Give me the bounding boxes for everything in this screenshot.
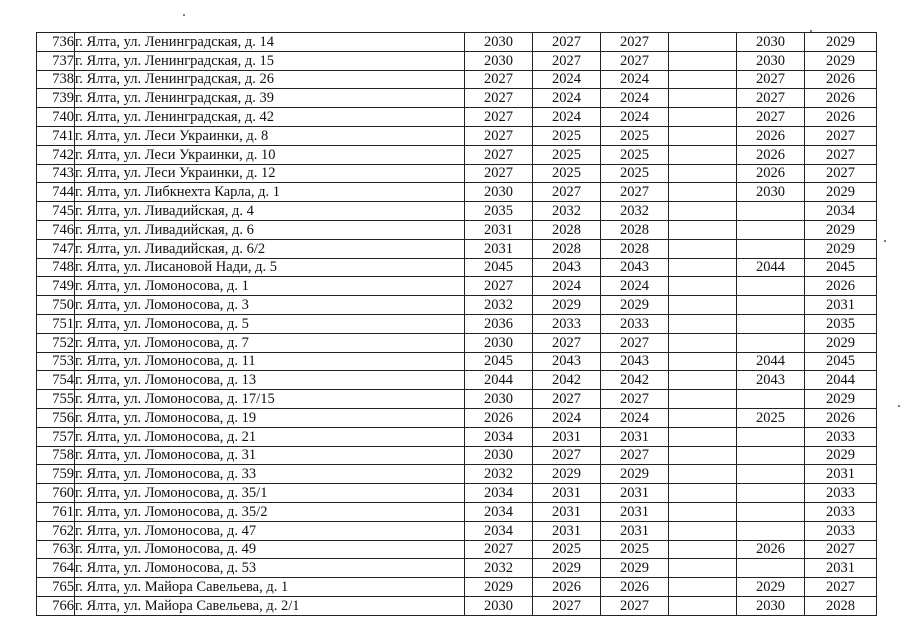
year-cell-6: 2026 xyxy=(805,408,877,427)
year-cell-2: 2028 xyxy=(533,239,601,258)
year-cell-1: 2035 xyxy=(465,202,533,221)
year-cell-1: 2027 xyxy=(465,108,533,127)
year-cell-1: 2026 xyxy=(465,408,533,427)
address-cell: г. Ялта, ул. Ливадийская, д. 6 xyxy=(75,220,465,239)
address-cell: г. Ялта, ул. Ломоносова, д. 33 xyxy=(75,465,465,484)
year-cell-2: 2033 xyxy=(533,314,601,333)
year-cell-4 xyxy=(669,126,737,145)
year-cell-6: 2029 xyxy=(805,390,877,409)
year-cell-2: 2029 xyxy=(533,296,601,315)
year-cell-6: 2035 xyxy=(805,314,877,333)
year-cell-6: 2029 xyxy=(805,51,877,70)
scan-speck xyxy=(898,405,900,407)
year-cell-6: 2029 xyxy=(805,33,877,52)
year-cell-1: 2030 xyxy=(465,51,533,70)
year-cell-5: 2026 xyxy=(737,145,805,164)
year-cell-1: 2044 xyxy=(465,371,533,390)
year-cell-5 xyxy=(737,333,805,352)
year-cell-3: 2029 xyxy=(601,465,669,484)
year-cell-1: 2027 xyxy=(465,164,533,183)
year-cell-6: 2029 xyxy=(805,333,877,352)
year-cell-4 xyxy=(669,390,737,409)
year-cell-4 xyxy=(669,333,737,352)
year-cell-2: 2027 xyxy=(533,333,601,352)
table-row xyxy=(37,108,877,127)
table-row xyxy=(37,371,877,390)
address-cell: г. Ялта, ул. Ломоносова, д. 3 xyxy=(75,296,465,315)
row-number: 748 xyxy=(37,258,75,277)
address-cell: г. Ялта, ул. Ломоносова, д. 5 xyxy=(75,314,465,333)
year-cell-1: 2030 xyxy=(465,390,533,409)
year-cell-6: 2034 xyxy=(805,202,877,221)
year-cell-3: 2027 xyxy=(601,596,669,615)
year-cell-6: 2026 xyxy=(805,108,877,127)
address-cell: г. Ялта, ул. Ломоносова, д. 13 xyxy=(75,371,465,390)
year-cell-4 xyxy=(669,446,737,465)
row-number: 747 xyxy=(37,239,75,258)
table-row xyxy=(37,145,877,164)
year-cell-4 xyxy=(669,183,737,202)
address-cell: г. Ялта, ул. Ломоносова, д. 31 xyxy=(75,446,465,465)
year-cell-3: 2027 xyxy=(601,333,669,352)
year-cell-5 xyxy=(737,465,805,484)
table-row xyxy=(37,239,877,258)
year-cell-6: 2027 xyxy=(805,578,877,597)
address-cell: г. Ялта, ул. Ломоносова, д. 49 xyxy=(75,540,465,559)
year-cell-4 xyxy=(669,578,737,597)
year-cell-5: 2027 xyxy=(737,89,805,108)
year-cell-1: 2034 xyxy=(465,484,533,503)
year-cell-2: 2028 xyxy=(533,220,601,239)
table-row xyxy=(37,296,877,315)
year-cell-3: 2025 xyxy=(601,126,669,145)
row-number: 742 xyxy=(37,145,75,164)
year-cell-1: 2032 xyxy=(465,559,533,578)
row-number: 750 xyxy=(37,296,75,315)
row-number: 756 xyxy=(37,408,75,427)
year-cell-3: 2031 xyxy=(601,521,669,540)
row-number: 754 xyxy=(37,371,75,390)
year-cell-6: 2031 xyxy=(805,559,877,578)
row-number: 755 xyxy=(37,390,75,409)
year-cell-2: 2027 xyxy=(533,51,601,70)
year-cell-4 xyxy=(669,70,737,89)
table-row xyxy=(37,465,877,484)
table-row xyxy=(37,408,877,427)
year-cell-4 xyxy=(669,540,737,559)
year-cell-4 xyxy=(669,164,737,183)
row-number: 739 xyxy=(37,89,75,108)
year-cell-5 xyxy=(737,427,805,446)
address-cell: г. Ялта, ул. Ломоносова, д. 17/15 xyxy=(75,390,465,409)
year-cell-2: 2024 xyxy=(533,408,601,427)
row-number: 765 xyxy=(37,578,75,597)
year-cell-5 xyxy=(737,220,805,239)
year-cell-5 xyxy=(737,502,805,521)
table-row xyxy=(37,183,877,202)
year-cell-3: 2024 xyxy=(601,108,669,127)
year-cell-3: 2026 xyxy=(601,578,669,597)
address-cell: г. Ялта, ул. Ливадийская, д. 4 xyxy=(75,202,465,221)
year-cell-1: 2030 xyxy=(465,596,533,615)
row-number: 740 xyxy=(37,108,75,127)
year-cell-1: 2031 xyxy=(465,220,533,239)
year-cell-6: 2027 xyxy=(805,126,877,145)
table-row xyxy=(37,70,877,89)
address-cell: г. Ялта, ул. Ломоносова, д. 35/1 xyxy=(75,484,465,503)
year-cell-1: 2045 xyxy=(465,258,533,277)
year-cell-6: 2033 xyxy=(805,484,877,503)
table-row xyxy=(37,352,877,371)
year-cell-5 xyxy=(737,390,805,409)
year-cell-1: 2030 xyxy=(465,333,533,352)
row-number: 746 xyxy=(37,220,75,239)
year-cell-6: 2033 xyxy=(805,521,877,540)
year-cell-2: 2027 xyxy=(533,390,601,409)
year-cell-4 xyxy=(669,220,737,239)
year-cell-2: 2025 xyxy=(533,145,601,164)
table-row xyxy=(37,89,877,108)
year-cell-6: 2029 xyxy=(805,239,877,258)
table-row xyxy=(37,427,877,446)
year-cell-1: 2027 xyxy=(465,540,533,559)
year-cell-4 xyxy=(669,108,737,127)
address-cell: г. Ялта, ул. Майора Савельева, д. 1 xyxy=(75,578,465,597)
year-cell-5: 2044 xyxy=(737,258,805,277)
year-cell-3: 2032 xyxy=(601,202,669,221)
address-cell: г. Ялта, ул. Ленинградская, д. 26 xyxy=(75,70,465,89)
year-cell-2: 2025 xyxy=(533,164,601,183)
year-cell-5: 2030 xyxy=(737,51,805,70)
year-cell-3: 2028 xyxy=(601,239,669,258)
year-cell-4 xyxy=(669,484,737,503)
year-cell-5 xyxy=(737,296,805,315)
address-cell: г. Ялта, ул. Ломоносова, д. 7 xyxy=(75,333,465,352)
table-row xyxy=(37,51,877,70)
row-number: 745 xyxy=(37,202,75,221)
year-cell-2: 2031 xyxy=(533,502,601,521)
year-cell-5: 2026 xyxy=(737,126,805,145)
year-cell-6: 2033 xyxy=(805,502,877,521)
year-cell-3: 2043 xyxy=(601,352,669,371)
year-cell-6: 2031 xyxy=(805,296,877,315)
year-cell-4 xyxy=(669,596,737,615)
year-cell-5: 2029 xyxy=(737,578,805,597)
year-cell-6: 2045 xyxy=(805,352,877,371)
year-cell-1: 2030 xyxy=(465,183,533,202)
year-cell-2: 2032 xyxy=(533,202,601,221)
year-cell-1: 2036 xyxy=(465,314,533,333)
year-cell-2: 2042 xyxy=(533,371,601,390)
table-row xyxy=(37,33,877,52)
year-cell-5 xyxy=(737,277,805,296)
table-row xyxy=(37,314,877,333)
year-cell-5: 2026 xyxy=(737,540,805,559)
row-number: 757 xyxy=(37,427,75,446)
year-cell-4 xyxy=(669,51,737,70)
table-row xyxy=(37,502,877,521)
year-cell-3: 2031 xyxy=(601,502,669,521)
row-number: 762 xyxy=(37,521,75,540)
address-cell: г. Ялта, ул. Леси Украинки, д. 8 xyxy=(75,126,465,145)
year-cell-6: 2029 xyxy=(805,446,877,465)
address-cell: г. Ялта, ул. Ломоносова, д. 1 xyxy=(75,277,465,296)
year-cell-6: 2026 xyxy=(805,89,877,108)
year-cell-1: 2027 xyxy=(465,145,533,164)
address-cell: г. Ялта, ул. Ленинградская, д. 42 xyxy=(75,108,465,127)
year-cell-2: 2031 xyxy=(533,427,601,446)
year-cell-6: 2027 xyxy=(805,164,877,183)
year-cell-2: 2025 xyxy=(533,540,601,559)
year-cell-2: 2026 xyxy=(533,578,601,597)
year-cell-4 xyxy=(669,145,737,164)
row-number: 766 xyxy=(37,596,75,615)
address-cell: г. Ялта, ул. Ломоносова, д. 19 xyxy=(75,408,465,427)
table-row xyxy=(37,540,877,559)
address-cell: г. Ялта, ул. Майора Савельева, д. 2/1 xyxy=(75,596,465,615)
year-cell-4 xyxy=(669,89,737,108)
address-cell: г. Ялта, ул. Ленинградская, д. 14 xyxy=(75,33,465,52)
year-cell-1: 2045 xyxy=(465,352,533,371)
year-cell-6: 2026 xyxy=(805,70,877,89)
address-cell: г. Ялта, ул. Ленинградская, д. 39 xyxy=(75,89,465,108)
year-cell-2: 2027 xyxy=(533,33,601,52)
table-row xyxy=(37,220,877,239)
year-cell-4 xyxy=(669,277,737,296)
year-cell-5: 2027 xyxy=(737,108,805,127)
address-cell: г. Ялта, ул. Лисановой Нади, д. 5 xyxy=(75,258,465,277)
table-row xyxy=(37,258,877,277)
year-cell-3: 2025 xyxy=(601,164,669,183)
year-cell-3: 2031 xyxy=(601,484,669,503)
year-cell-5: 2030 xyxy=(737,33,805,52)
table-row xyxy=(37,559,877,578)
year-cell-1: 2027 xyxy=(465,89,533,108)
year-cell-6: 2027 xyxy=(805,540,877,559)
table-row xyxy=(37,126,877,145)
year-cell-6: 2029 xyxy=(805,220,877,239)
year-cell-2: 2043 xyxy=(533,352,601,371)
address-cell: г. Ялта, ул. Ломоносова, д. 21 xyxy=(75,427,465,446)
year-cell-1: 2030 xyxy=(465,446,533,465)
year-cell-6: 2026 xyxy=(805,277,877,296)
year-cell-1: 2031 xyxy=(465,239,533,258)
table-row xyxy=(37,164,877,183)
year-cell-1: 2029 xyxy=(465,578,533,597)
year-cell-4 xyxy=(669,258,737,277)
table-row xyxy=(37,390,877,409)
row-number: 753 xyxy=(37,352,75,371)
year-cell-5: 2030 xyxy=(737,183,805,202)
year-cell-6: 2033 xyxy=(805,427,877,446)
year-cell-1: 2027 xyxy=(465,70,533,89)
year-cell-3: 2027 xyxy=(601,183,669,202)
year-cell-5 xyxy=(737,521,805,540)
table-row xyxy=(37,202,877,221)
row-number: 736 xyxy=(37,33,75,52)
address-cell: г. Ялта, ул. Леси Украинки, д. 10 xyxy=(75,145,465,164)
table-row xyxy=(37,596,877,615)
year-cell-6: 2044 xyxy=(805,371,877,390)
year-cell-2: 2024 xyxy=(533,277,601,296)
year-cell-1: 2034 xyxy=(465,502,533,521)
scan-speck xyxy=(810,30,812,32)
address-cell: г. Ялта, ул. Ломоносова, д. 47 xyxy=(75,521,465,540)
year-cell-5 xyxy=(737,239,805,258)
building-repair-schedule-table xyxy=(36,32,877,616)
row-number: 764 xyxy=(37,559,75,578)
row-number: 737 xyxy=(37,51,75,70)
year-cell-6: 2031 xyxy=(805,465,877,484)
address-cell: г. Ялта, ул. Ломоносова, д. 35/2 xyxy=(75,502,465,521)
year-cell-5 xyxy=(737,314,805,333)
year-cell-5: 2030 xyxy=(737,596,805,615)
row-number: 763 xyxy=(37,540,75,559)
year-cell-3: 2043 xyxy=(601,258,669,277)
year-cell-3: 2025 xyxy=(601,145,669,164)
row-number: 759 xyxy=(37,465,75,484)
year-cell-5: 2044 xyxy=(737,352,805,371)
row-number: 760 xyxy=(37,484,75,503)
year-cell-4 xyxy=(669,408,737,427)
year-cell-5 xyxy=(737,446,805,465)
year-cell-1: 2032 xyxy=(465,296,533,315)
row-number: 752 xyxy=(37,333,75,352)
year-cell-1: 2027 xyxy=(465,277,533,296)
year-cell-5: 2043 xyxy=(737,371,805,390)
year-cell-4 xyxy=(669,371,737,390)
row-number: 761 xyxy=(37,502,75,521)
year-cell-4 xyxy=(669,33,737,52)
year-cell-6: 2027 xyxy=(805,145,877,164)
year-cell-4 xyxy=(669,521,737,540)
year-cell-3: 2028 xyxy=(601,220,669,239)
row-number: 743 xyxy=(37,164,75,183)
year-cell-6: 2029 xyxy=(805,183,877,202)
year-cell-2: 2029 xyxy=(533,559,601,578)
address-cell: г. Ялта, ул. Ленинградская, д. 15 xyxy=(75,51,465,70)
year-cell-2: 2027 xyxy=(533,183,601,202)
year-cell-2: 2025 xyxy=(533,126,601,145)
year-cell-3: 2029 xyxy=(601,559,669,578)
year-cell-2: 2027 xyxy=(533,596,601,615)
year-cell-3: 2031 xyxy=(601,427,669,446)
year-cell-3: 2027 xyxy=(601,51,669,70)
year-cell-5: 2026 xyxy=(737,164,805,183)
table-row xyxy=(37,521,877,540)
year-cell-3: 2042 xyxy=(601,371,669,390)
year-cell-3: 2033 xyxy=(601,314,669,333)
year-cell-3: 2027 xyxy=(601,33,669,52)
year-cell-1: 2027 xyxy=(465,126,533,145)
row-number: 749 xyxy=(37,277,75,296)
year-cell-4 xyxy=(669,352,737,371)
address-cell: г. Ялта, ул. Ломоносова, д. 11 xyxy=(75,352,465,371)
year-cell-3: 2027 xyxy=(601,446,669,465)
year-cell-3: 2024 xyxy=(601,70,669,89)
year-cell-3: 2024 xyxy=(601,277,669,296)
table-row xyxy=(37,484,877,503)
address-cell: г. Ялта, ул. Ливадийская, д. 6/2 xyxy=(75,239,465,258)
year-cell-1: 2034 xyxy=(465,427,533,446)
row-number: 758 xyxy=(37,446,75,465)
year-cell-3: 2024 xyxy=(601,408,669,427)
table-row xyxy=(37,277,877,296)
row-number: 744 xyxy=(37,183,75,202)
year-cell-5: 2025 xyxy=(737,408,805,427)
year-cell-1: 2034 xyxy=(465,521,533,540)
year-cell-1: 2030 xyxy=(465,33,533,52)
year-cell-4 xyxy=(669,427,737,446)
year-cell-6: 2045 xyxy=(805,258,877,277)
row-number: 738 xyxy=(37,70,75,89)
address-cell: г. Ялта, ул. Леси Украинки, д. 12 xyxy=(75,164,465,183)
address-cell: г. Ялта, ул. Либкнехта Карла, д. 1 xyxy=(75,183,465,202)
year-cell-4 xyxy=(669,314,737,333)
year-cell-2: 2031 xyxy=(533,484,601,503)
year-cell-1: 2032 xyxy=(465,465,533,484)
year-cell-2: 2031 xyxy=(533,521,601,540)
year-cell-3: 2027 xyxy=(601,390,669,409)
scan-speck xyxy=(183,14,185,16)
year-cell-2: 2024 xyxy=(533,89,601,108)
row-number: 751 xyxy=(37,314,75,333)
table-row xyxy=(37,333,877,352)
year-cell-3: 2024 xyxy=(601,89,669,108)
year-cell-2: 2043 xyxy=(533,258,601,277)
year-cell-2: 2024 xyxy=(533,108,601,127)
year-cell-4 xyxy=(669,239,737,258)
year-cell-6: 2028 xyxy=(805,596,877,615)
scan-speck xyxy=(884,240,886,242)
year-cell-3: 2029 xyxy=(601,296,669,315)
year-cell-4 xyxy=(669,502,737,521)
year-cell-4 xyxy=(669,559,737,578)
table-row xyxy=(37,446,877,465)
year-cell-5: 2027 xyxy=(737,70,805,89)
year-cell-5 xyxy=(737,202,805,221)
year-cell-4 xyxy=(669,465,737,484)
row-number: 741 xyxy=(37,126,75,145)
year-cell-3: 2025 xyxy=(601,540,669,559)
year-cell-4 xyxy=(669,296,737,315)
address-cell: г. Ялта, ул. Ломоносова, д. 53 xyxy=(75,559,465,578)
year-cell-4 xyxy=(669,202,737,221)
year-cell-5 xyxy=(737,484,805,503)
year-cell-2: 2027 xyxy=(533,446,601,465)
table-row xyxy=(37,578,877,597)
year-cell-2: 2029 xyxy=(533,465,601,484)
year-cell-5 xyxy=(737,559,805,578)
year-cell-2: 2024 xyxy=(533,70,601,89)
table-body xyxy=(37,33,877,616)
